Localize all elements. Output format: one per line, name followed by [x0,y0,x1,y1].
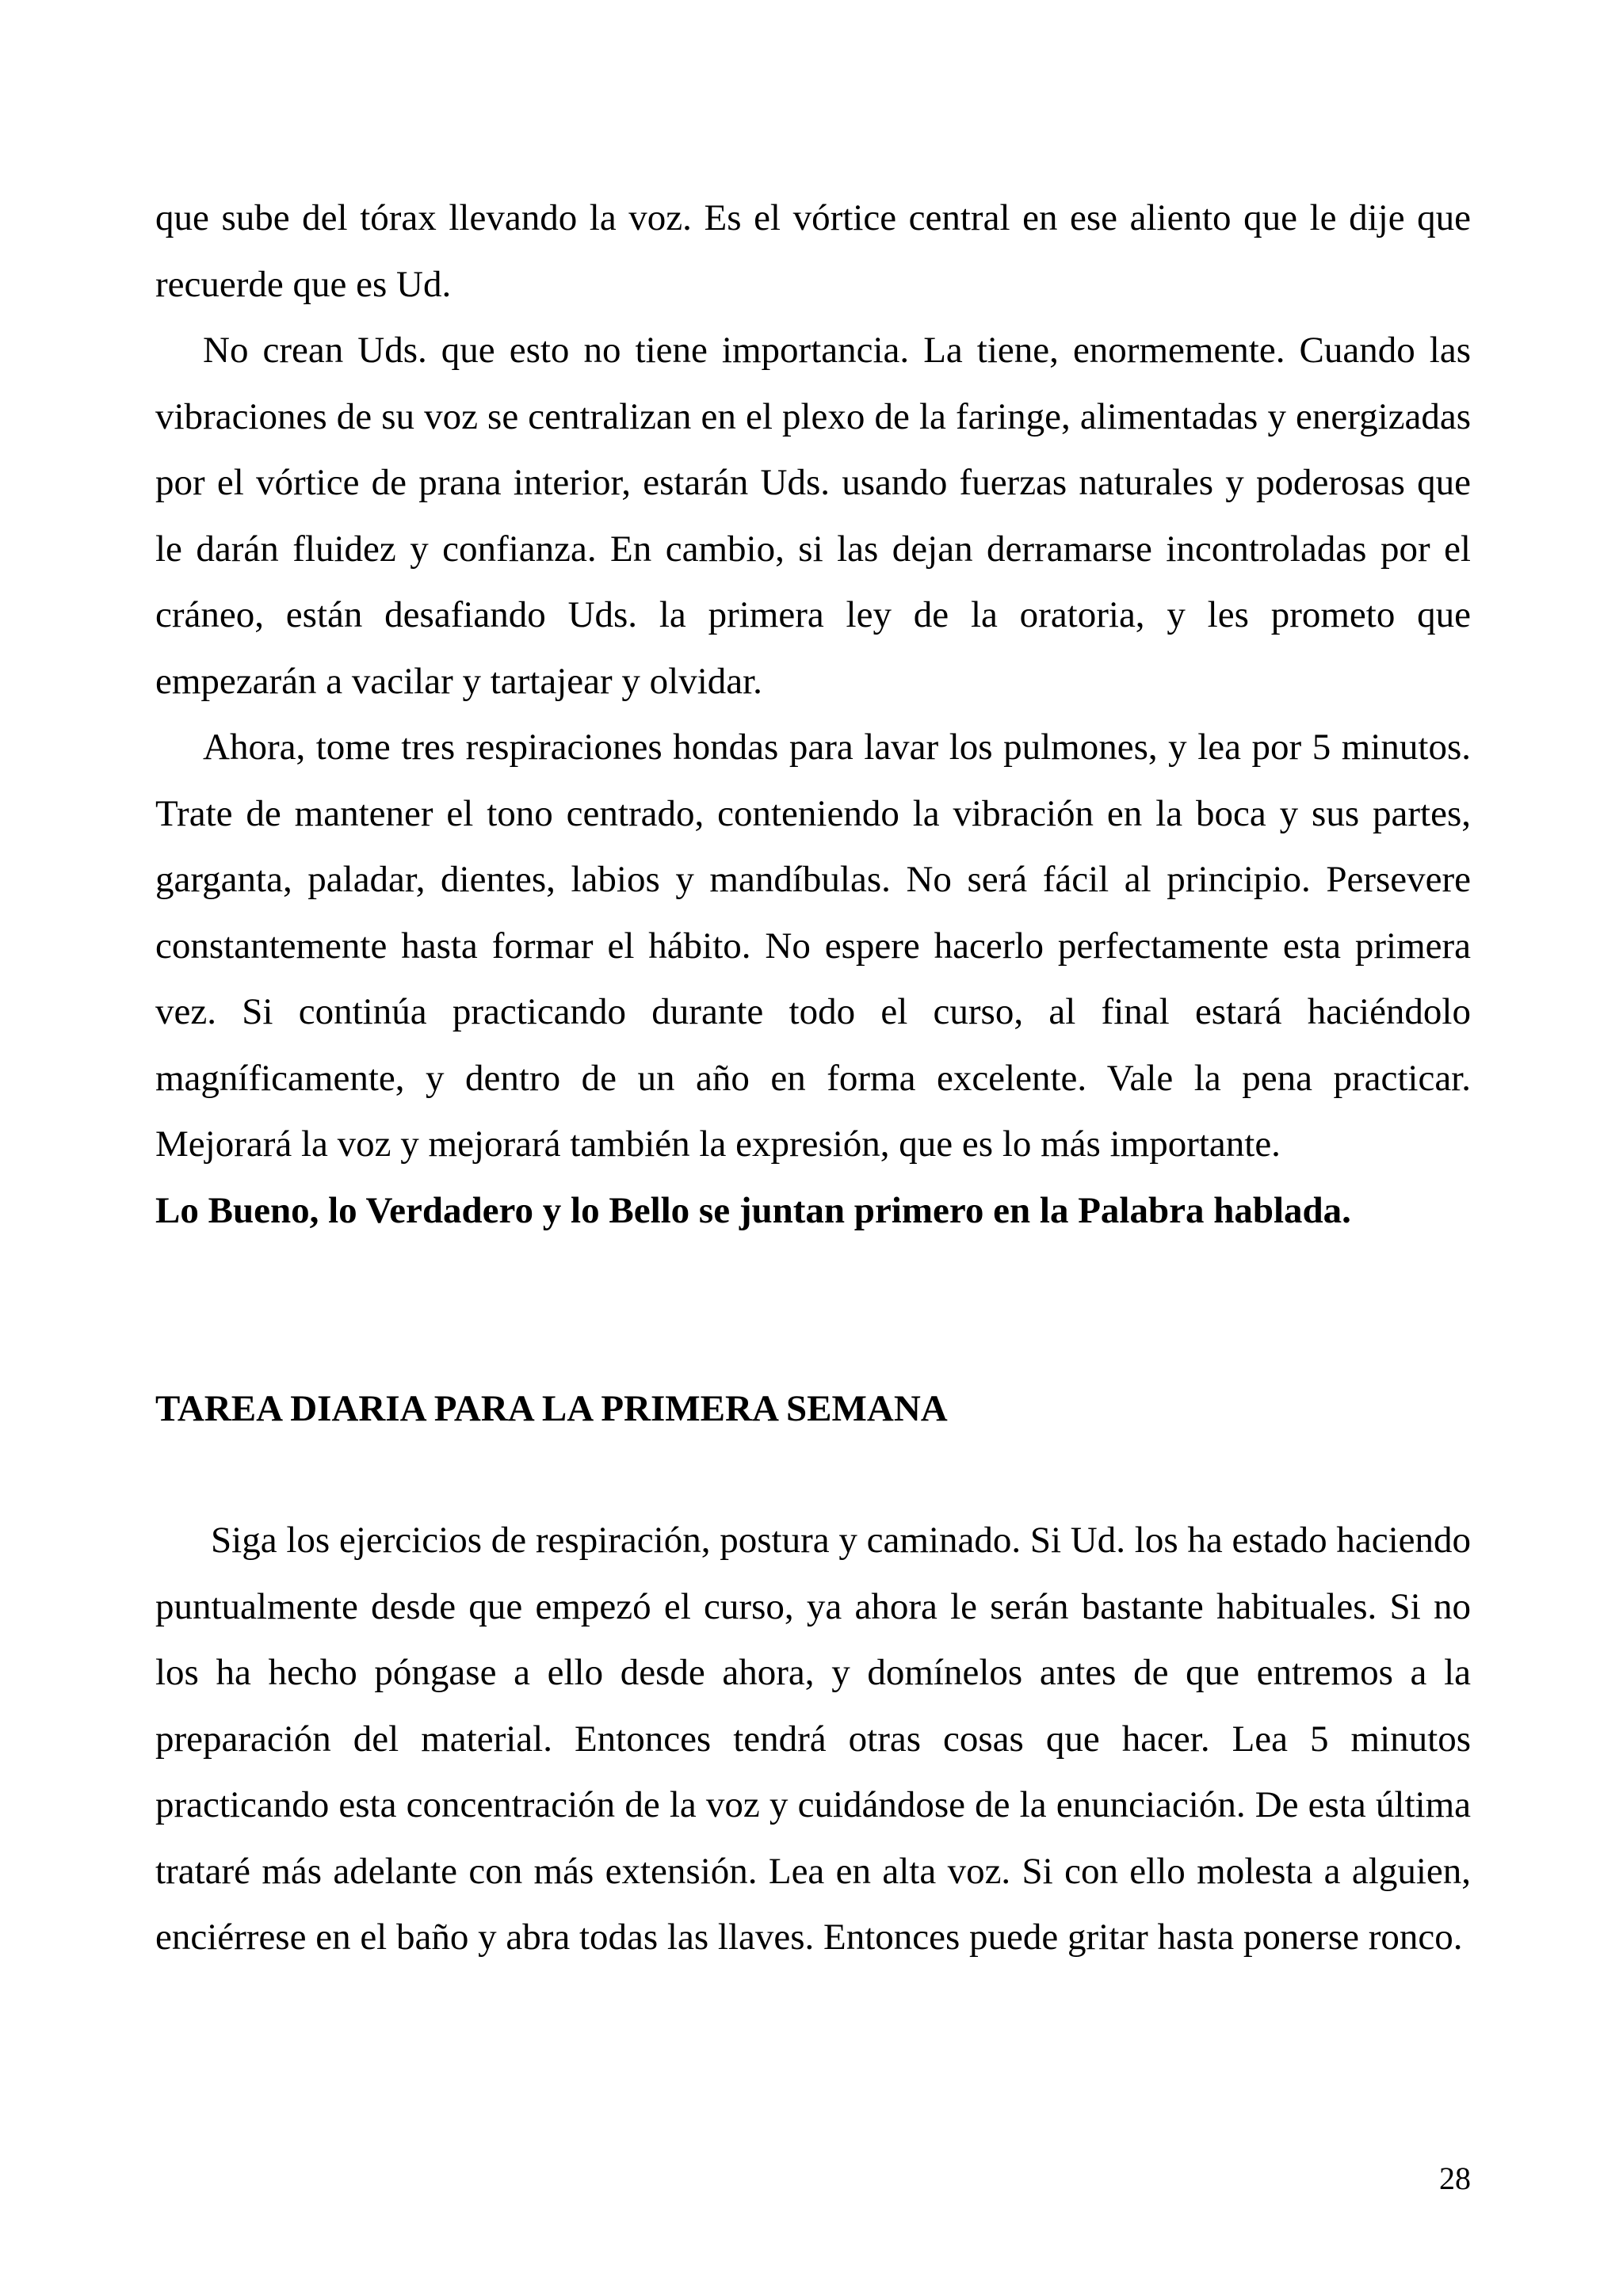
paragraph-continuation: que sube del tórax llevando la voz. Es el vórtice central en ese aliento que le dije que recuerde que es Ud. [155,197,1471,305]
section-heading: TAREA DIARIA PARA LA PRIMERA SEMANA [155,1388,948,1429]
body-text-section [155,1508,1471,1971]
paragraph-practice: Ahora, tome tres respiraciones hondas para lavar los pulmones, y lea por 5 minutos. Trate de mantener el tono centrado, conteniendo la vibración en la boca y sus partes, garganta, paladar, dientes, labios y mandíbulas. No será fácil al principio. Persevere constantemente hasta formar el hábito. No espere hacerlo perfectamente esta primera vez. Si continúa practicando durante todo el curso, al final estará haciéndolo magníficamente, y dentro de un año en forma excelente. Vale la pena practicar. Mejorará la voz y mejorará también la expresión, que es lo más importante. [155,727,1471,1165]
page-number: 28 [1439,2161,1471,2196]
paragraph-importance: No crean Uds. que esto no tiene importancia. La tiene, enormemente. Cuando las vibraciones de su voz se centralizan en el plexo de la faringe, alimentadas y energizadas por el vórtice de prana interior, estarán Uds. usando fuerzas naturales y poderosas que le darán fluidez y confianza. En cambio, si las dejan derramarse incontroladas por el cráneo, están desafiando Uds. la primera ley de la oratoria, y les prometo que empezarán a vacilar y tartajear y olvidar. [155,330,1471,702]
body-text-top [155,185,1471,1244]
paragraph-daily-task: Siga los ejercicios de respiración, postura y caminado. Si Ud. los ha estado haciendo puntualmente desde que empezó el curso, ya ahora le serán bastante habituales. Si no los ha hecho póngase a ello desde ahora, y domínelos antes de que entremos a la preparación del material. Entonces tendrá otras cosas que hacer. Lea 5 minutos practicando esta concentración de la voz y cuidándose de la enunciación. De esta última trataré más adelante con más extensión. Lea en alta voz. Si con ello molesta a alguien, enciérrese en el baño y abra todas las llaves. Entonces puede gritar hasta ponerse ronco. [155,1520,1471,1958]
bold-statement: Lo Bueno, lo Verdadero y lo Bello se juntan primero en la Palabra hablada. [155,1189,1351,1231]
